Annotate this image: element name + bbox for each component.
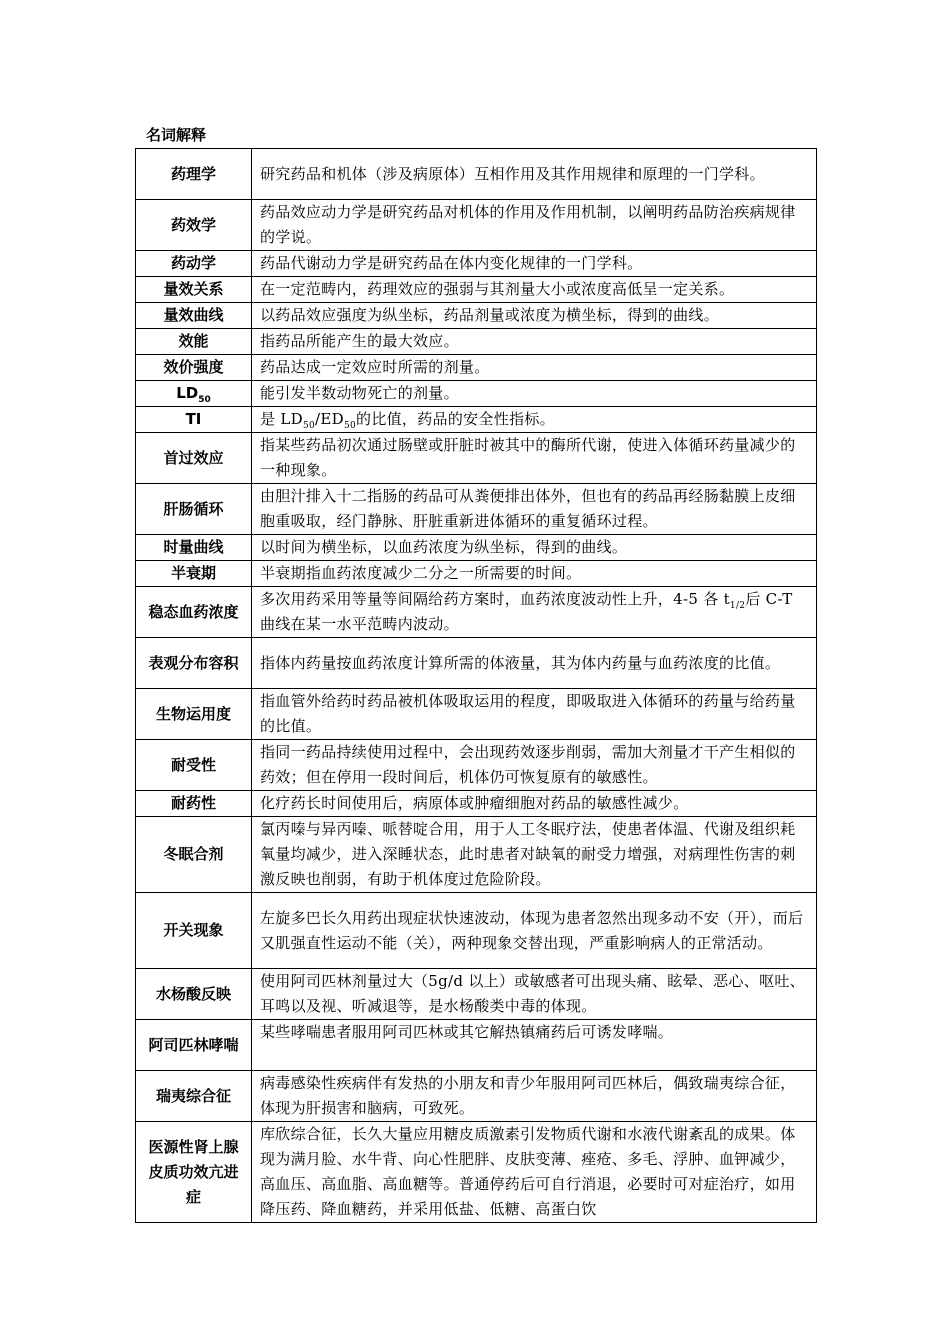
table-row: [136, 893, 817, 969]
def-subscript: 50: [302, 421, 316, 431]
glossary-table: [135, 148, 817, 1223]
table-row: [136, 200, 817, 251]
table-row: [136, 817, 817, 893]
table-row: [136, 303, 817, 329]
term-cell: [136, 381, 252, 407]
table-row: [136, 689, 817, 740]
definition-cell: 能引发半数动物死亡的剂量。: [252, 381, 817, 407]
term-cell: 时量曲线: [136, 535, 252, 561]
term-cell: 表观分布容积: [136, 638, 252, 689]
table-row: [136, 1071, 817, 1122]
table-row: [136, 329, 817, 355]
definition-cell: 左旋多巴长久用药出现症状快速波动，体现为患者忽然出现多动不安（开），而后又肌强直性运动不能（关），两种现象交替出现，严重影响病人的正常活动。: [252, 893, 817, 969]
table-row: [136, 277, 817, 303]
table-row: [136, 1020, 817, 1071]
term-cell: 稳态血药浓度: [136, 587, 252, 638]
def-part: /ED: [315, 410, 344, 428]
def-part: 是 LD: [260, 410, 303, 428]
definition-cell: 以药品效应强度为纵坐标，药品剂量或浓度为横坐标，得到的曲线。: [252, 303, 817, 329]
definition-cell: 使用阿司匹林剂量过大（5g/d 以上）或敏感者可出现头痛、眩晕、恶心、呕吐、耳鸣以及视、听减退等，是水杨酸类中毒的体现。: [252, 969, 817, 1020]
definition-cell: 指同一药品持续使用过程中，会出现药效逐步削弱，需加大剂量才干产生相似的药效；但在停用一段时间后，机体仍可恢复原有的敏感性。: [252, 740, 817, 791]
definition-cell: 指某些药品初次通过肠壁或肝脏时被其中的酶所代谢，使进入体循环药量减少的一种现象。: [252, 433, 817, 484]
table-row: [136, 638, 817, 689]
table-row: [136, 407, 817, 433]
term-cell: 效能: [136, 329, 252, 355]
definition-cell: 病毒感染性疾病伴有发热的小朋友和青少年服用阿司匹林后，偶致瑞夷综合征，体现为肝损害和脑病，可致死。: [252, 1071, 817, 1122]
term-cell: 瑞夷综合征: [136, 1071, 252, 1122]
definition-cell: 指血管外给药时药品被机体吸取运用的程度，即吸取进入体循环的药量与给药量的比值。: [252, 689, 817, 740]
definition-cell: 半衰期指血药浓度减少二分之一所需要的时间。: [252, 561, 817, 587]
def-subscript: 1/2: [729, 601, 746, 611]
table-row: [136, 791, 817, 817]
definition-cell: [252, 407, 817, 433]
term-cell: 量效关系: [136, 277, 252, 303]
definition-cell: 药品代谢动力学是研究药品在体内变化规律的一门学科。: [252, 251, 817, 277]
definition-cell: 以时间为横坐标，以血药浓度为纵坐标，得到的曲线。: [252, 535, 817, 561]
table-row: [136, 149, 817, 200]
table-row: [136, 381, 817, 407]
table-row: [136, 1122, 817, 1223]
definition-cell: 由胆汁排入十二指肠的药品可从粪便排出体外，但也有的药品再经肠黏膜上皮细胞重吸取，经门静脉、肝脏重新进体循环的重复循环过程。: [252, 484, 817, 535]
term-cell: 水杨酸反映: [136, 969, 252, 1020]
def-part: 后 C-T 曲线在某一水平范畴内波动。: [260, 590, 793, 633]
definition-cell: 库欣综合征，长久大量应用糖皮质激素引发物质代谢和水液代谢紊乱的成果。体现为满月脸、水牛背、向心性肥胖、皮肤变薄、痤疮、多毛、浮肿、血钾减少，高血压、高血脂、高血糖等。普通停药后可自行消退，必要时可对症治疗，如用降压药、降血糖药，并采用低盐、低糖、高蛋白饮: [252, 1122, 817, 1223]
term-cell: 效价强度: [136, 355, 252, 381]
table-row: [136, 433, 817, 484]
definition-cell: 研究药品和机体（涉及病原体）互相作用及其作用规律和原理的一门学科。: [252, 149, 817, 200]
term-subscript: 50: [198, 395, 211, 405]
def-part: 的比值，药品的安全性指标。: [356, 410, 555, 428]
table-row: [136, 355, 817, 381]
table-row: [136, 535, 817, 561]
table-row: [136, 251, 817, 277]
term-cell: 肝肠循环: [136, 484, 252, 535]
term-cell: 医源性肾上腺皮质功效亢进症: [136, 1122, 252, 1223]
definition-cell: 在一定范畴内，药理效应的强弱与其剂量大小或浓度高低呈一定关系。: [252, 277, 817, 303]
definition-cell: 氯丙嗪与异丙嗪、哌替啶合用，用于人工冬眠疗法，使患者体温、代谢及组织耗氧量均减少，进入深睡状态，此时患者对缺氧的耐受力增强，对病理性伤害的刺激反映也削弱，有助于机体度过危险阶段。: [252, 817, 817, 893]
term-cell: 阿司匹林哮喘: [136, 1020, 252, 1071]
term-main: LD: [176, 384, 199, 402]
term-cell: 耐药性: [136, 791, 252, 817]
table-row: [136, 561, 817, 587]
table-row: [136, 587, 817, 638]
term-cell: 首过效应: [136, 433, 252, 484]
term-cell: 药动学: [136, 251, 252, 277]
definition-cell: [252, 587, 817, 638]
term-cell: 冬眠合剂: [136, 817, 252, 893]
def-part: 多次用药采用等量等间隔给药方案时，血药浓度波动性上升，4-5 各 t: [260, 590, 730, 608]
term-cell: 药理学: [136, 149, 252, 200]
definition-cell: 指药品所能产生的最大效应。: [252, 329, 817, 355]
term-cell: 生物运用度: [136, 689, 252, 740]
term-cell: TI: [136, 407, 252, 433]
term-cell: 药效学: [136, 200, 252, 251]
definition-cell: 化疗药长时间使用后，病原体或肿瘤细胞对药品的敏感性减少。: [252, 791, 817, 817]
definition-cell: 药品达成一定效应时所需的剂量。: [252, 355, 817, 381]
term-cell: 量效曲线: [136, 303, 252, 329]
definition-cell: 某些哮喘患者服用阿司匹林或其它解热镇痛药后可诱发哮喘。: [252, 1020, 817, 1071]
table-row: [136, 484, 817, 535]
definition-cell: 药品效应动力学是研究药品对机体的作用及作用机制，以阐明药品防治疾病规律的学说。: [252, 200, 817, 251]
table-row: [136, 969, 817, 1020]
def-subscript: 50: [343, 421, 357, 431]
term-cell: 开关现象: [136, 893, 252, 969]
table-row: [136, 740, 817, 791]
term-cell: 半衰期: [136, 561, 252, 587]
definition-cell: 指体内药量按血药浓度计算所需的体液量，其为体内药量与血药浓度的比值。: [252, 638, 817, 689]
page-title: 名词解释: [146, 126, 207, 144]
term-cell: 耐受性: [136, 740, 252, 791]
